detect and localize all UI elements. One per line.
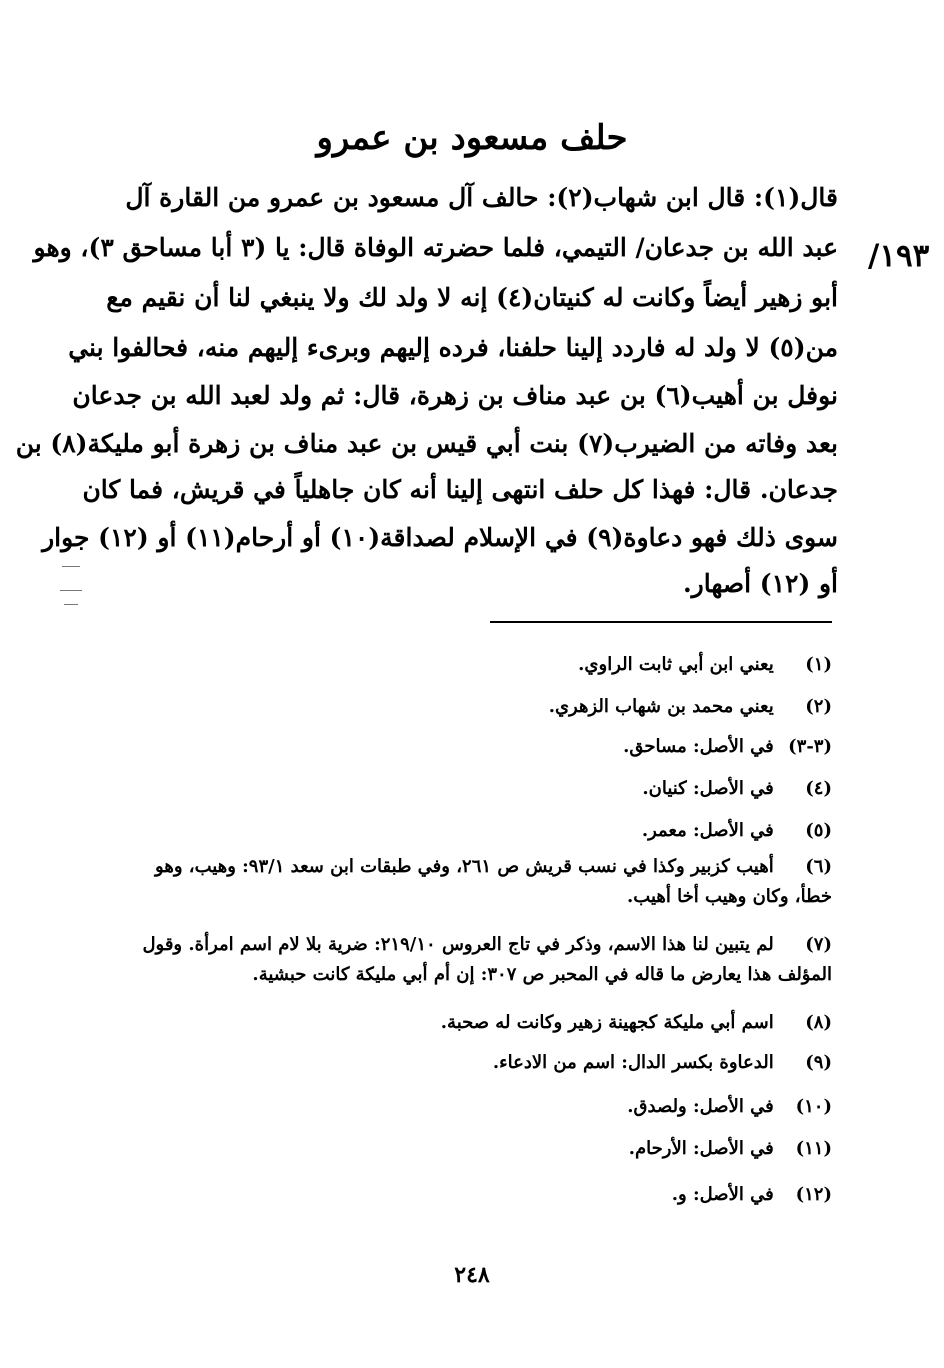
footnote-number: (١١) (795, 1138, 832, 1159)
footnote-text: يعني محمد بن شهاب الزهري. (548, 696, 774, 717)
footnote-number: (١٠) (795, 1096, 832, 1117)
body-line: أبو زهير أيضاً وكانت له كنيتان(٤) إنه لا ولد لك ولا ينبغي لنا أن نقيم مع (106, 283, 838, 312)
footnote-text: في الأصل: ولصدق. (627, 1096, 774, 1117)
footnote (118, 730, 832, 764)
footnote-text: الدعاوة بكسر الدال: اسم من الادعاء. (492, 1052, 774, 1073)
body-line: جدعان. قال: فهذا كل حلف انتهى إلينا أنه كان جاهلياً في قريش، فما كان (82, 475, 838, 504)
footnote (118, 930, 832, 990)
footnote (118, 1132, 832, 1166)
scan-mark (60, 590, 82, 591)
footnote-text: في الأصل: الأرحام. (628, 1138, 774, 1159)
footnote-text: لم يتبين لنا هذا الاسم، وذكر في تاج العروس ٢١٩/١٠: ضرية بلا لام اسم امرأة. وقول المؤلف هذا يعارض ما قاله في المحبر ص ٣٠٧: إن أم أبي مليكة كانت حبشية. (142, 934, 832, 985)
footnote-number: (٤) (805, 778, 832, 799)
footnote-separator (490, 621, 832, 623)
footnote-number: (١٢) (795, 1184, 832, 1205)
footnote (118, 1006, 832, 1040)
footnote-text: أهيب كزبير وكذا في نسب قريش ص ٢٦١، وفي طبقات ابن سعد ٩٣/١: وهيب، وهو خطأ، وكان وهيب أخا أهيب. (155, 856, 832, 907)
footnote-number: (٢) (805, 696, 832, 717)
footnote-text: في الأصل: و. (671, 1184, 774, 1205)
footnote (118, 648, 832, 682)
footnote (118, 852, 832, 912)
body-line: نوفل بن أهيب(٦) بن عبد مناف بن زهرة، قال: ثم ولد لعبد الله بن جدعان (72, 381, 838, 410)
footnote (118, 1178, 832, 1212)
margin-page-reference: ١٩٣/ (868, 238, 930, 274)
page-title: حلف مسعود بن عمرو (316, 118, 628, 158)
footnote (118, 1046, 832, 1080)
footnote-number: (٣-٣) (788, 736, 832, 757)
scan-mark (62, 566, 80, 567)
body-line: قال(١): قال ابن شهاب(٢): حالف آل مسعود بن عمرو من القارة آل (125, 183, 838, 212)
body-line: أو (١٢) أصهار. (682, 569, 838, 598)
footnote-number: (١) (805, 654, 832, 675)
footnote-number: (٦) (805, 856, 832, 877)
footnote-number: (٩) (805, 1052, 832, 1073)
footnote-text: في الأصل: كنيان. (642, 778, 774, 799)
body-line: سوى ذلك فهو دعاوة(٩) في الإسلام لصداقة(١٠) أو أرحام(١١) أو (١٢) جوار (42, 523, 838, 552)
footnote (118, 690, 832, 724)
page-number: ٢٤٨ (454, 1262, 490, 1288)
scan-mark (64, 604, 78, 605)
footnote-text: اسم أبي مليكة كجهينة زهير وكانت له صحبة. (440, 1012, 774, 1033)
body-line: بعد وفاته من الضيرب(٧) بنت أبي قيس بن عبد مناف بن زهرة أبو مليكة(٨) بن (15, 429, 838, 458)
footnote (118, 772, 832, 806)
footnote-number: (٥) (805, 820, 832, 841)
body-line: من(٥) لا ولد له فاردد إلينا حلفنا، فرده إليهم وبرىء إليهم منه، فحالفوا بني (68, 333, 838, 362)
footnote (118, 1090, 832, 1124)
footnote-number: (٨) (805, 1012, 832, 1033)
footnote (118, 814, 832, 848)
body-line: عبد الله بن جدعان/ التيمي، فلما حضرته الوفاة قال: يا (٣ أبا مساحق ٣)، وهو (33, 233, 838, 262)
footnote-text: في الأصل: معمر. (641, 820, 774, 841)
footnote-text: يعني ابن أبي ثابت الراوي. (578, 654, 774, 675)
footnote-text: في الأصل: مساحق. (623, 736, 774, 757)
footnote-number: (٧) (805, 934, 832, 955)
